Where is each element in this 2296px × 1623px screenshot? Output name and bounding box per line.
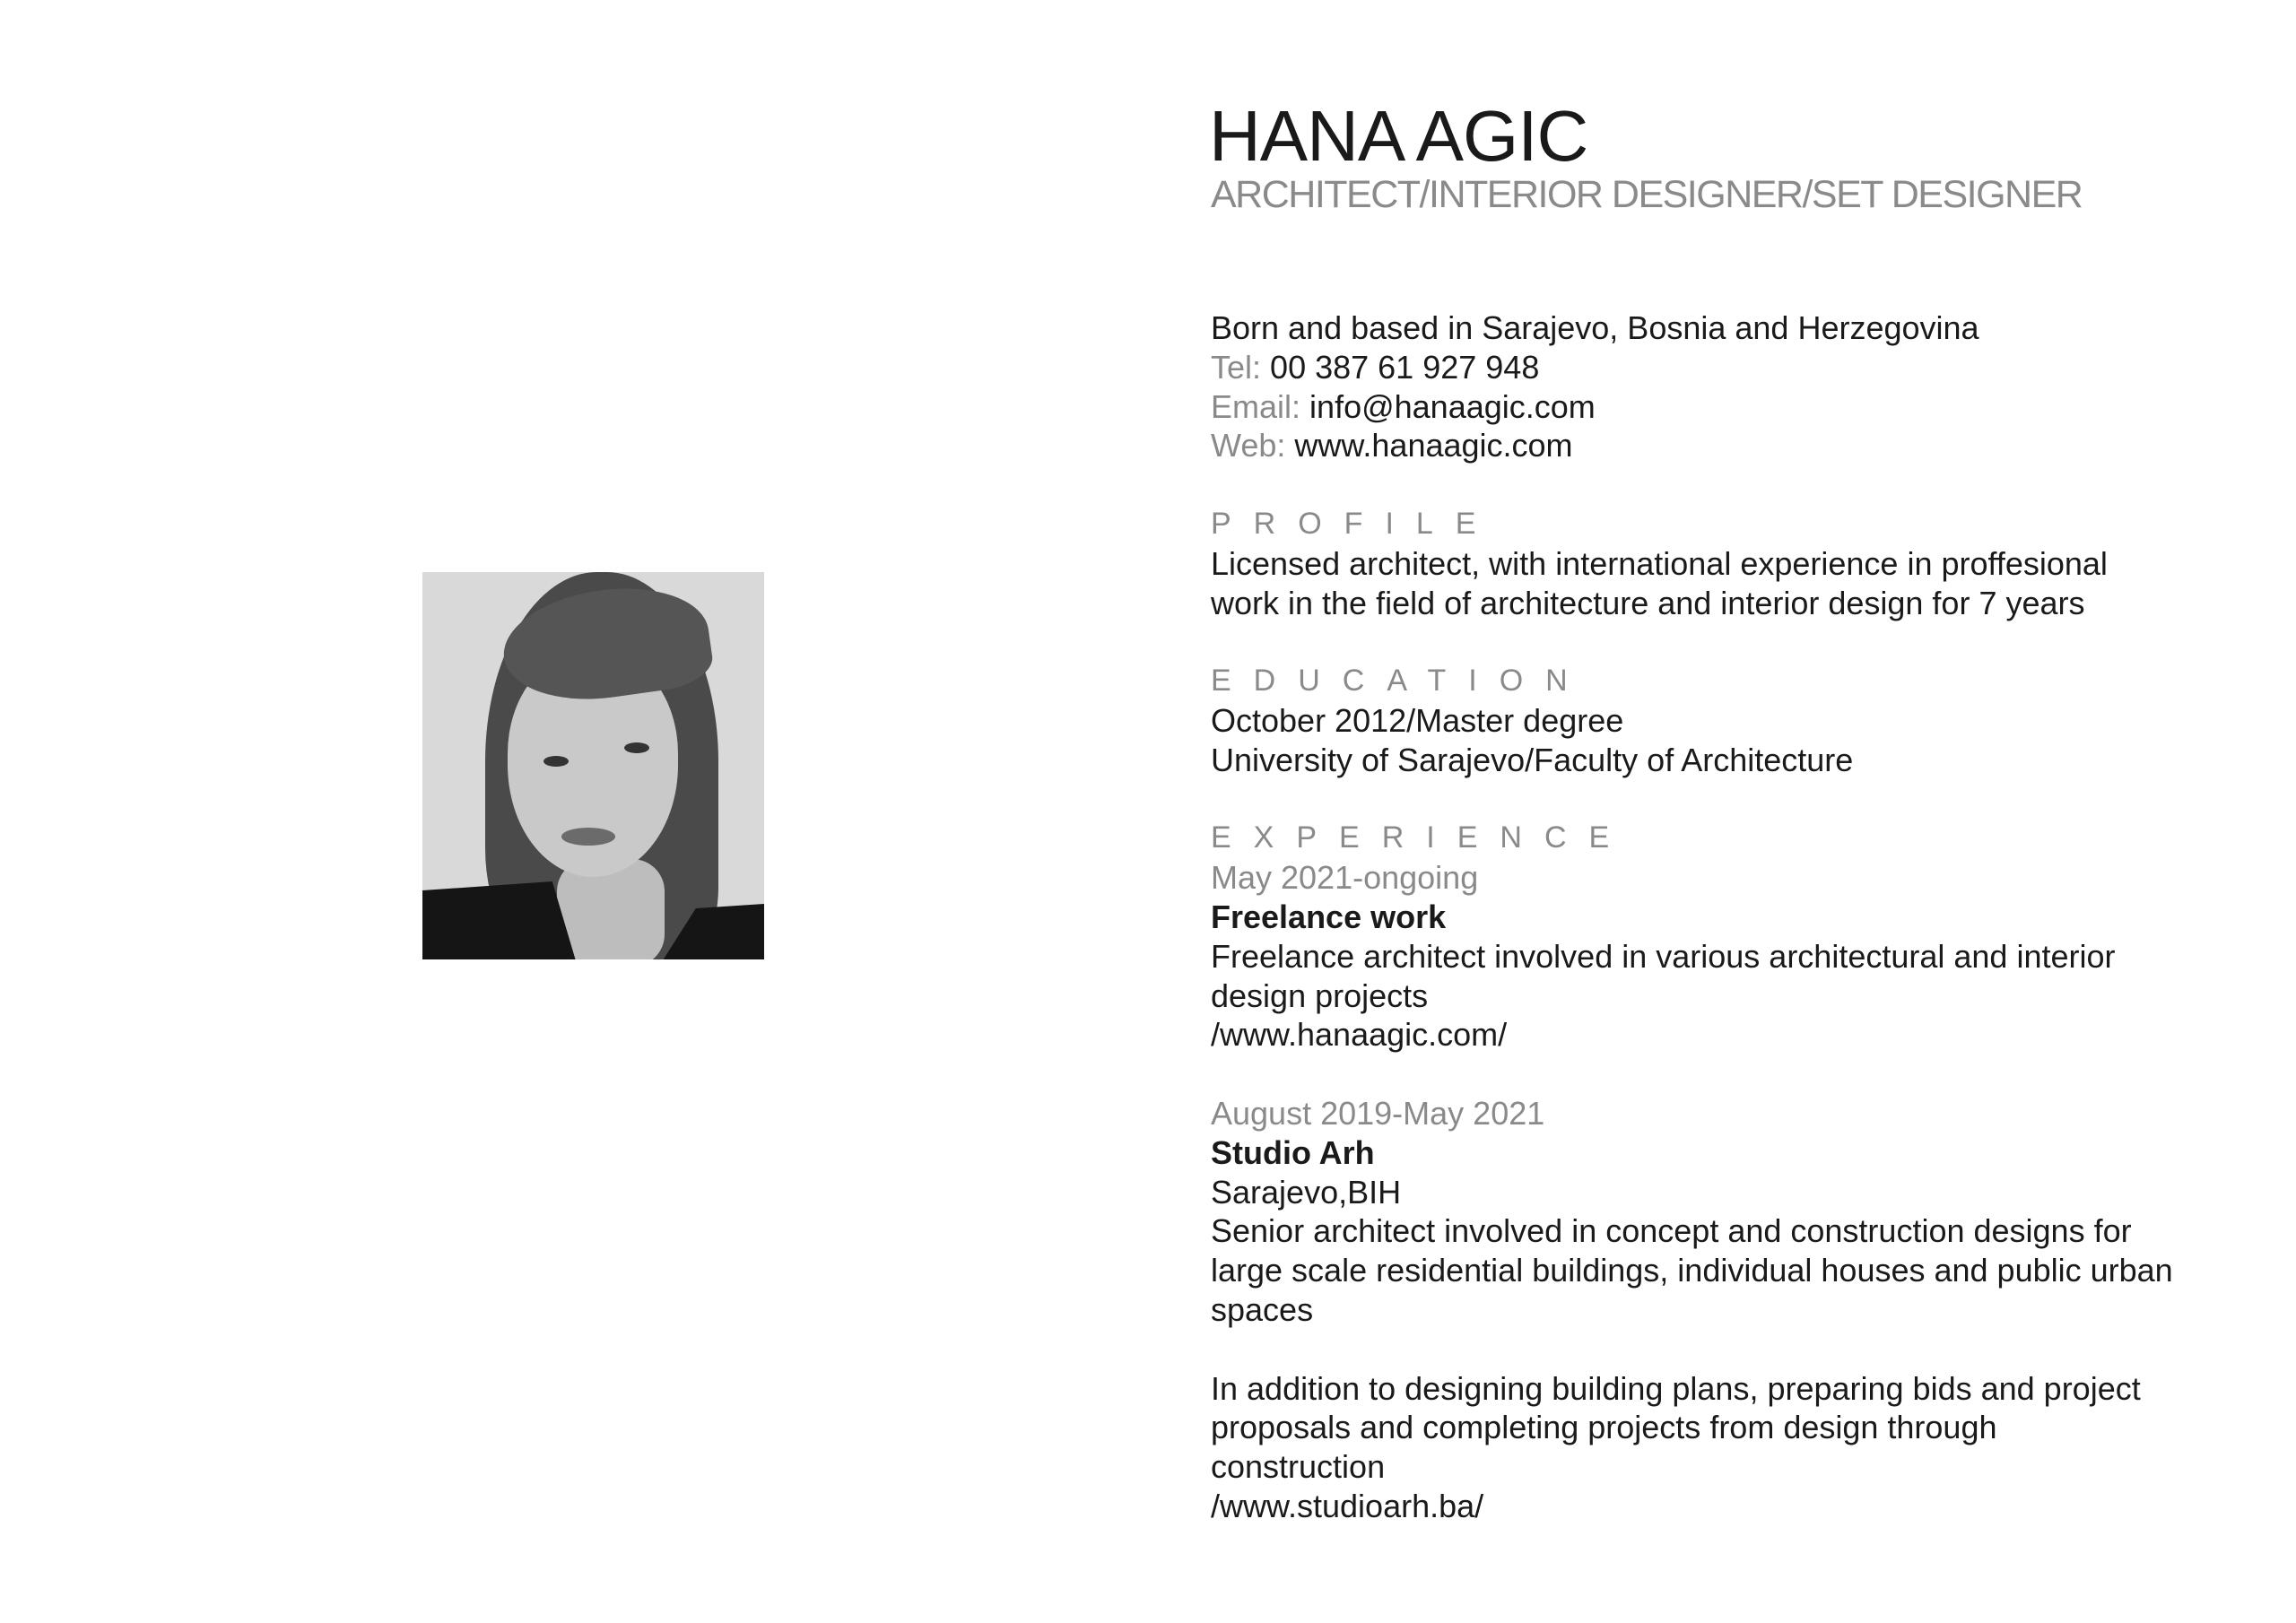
- job-title: Freelance work: [1211, 898, 1447, 935]
- education-school: University of Sarajevo/Faculty of Architecture: [1211, 741, 1854, 778]
- job-description: construction: [1211, 1448, 1386, 1486]
- job-period: August 2019-May 2021: [1211, 1094, 1545, 1132]
- profile-text: Licensed architect, with international experience in proffesional: [1211, 544, 2108, 582]
- web-row: [1211, 426, 2173, 465]
- job-description: large scale residential buildings, individual houses and public urban: [1211, 1252, 2173, 1289]
- job-description: In addition to designing building plans, preparing bids and project: [1211, 1369, 2141, 1407]
- web-label: Web:: [1211, 427, 1286, 464]
- profile-photo: [422, 572, 764, 959]
- job-link[interactable]: /www.studioarh.ba/: [1211, 1487, 1484, 1524]
- job-location: Sarajevo,BIH: [1211, 1173, 1402, 1211]
- profile-heading: PROFILE: [1211, 506, 1499, 541]
- web-link[interactable]: www.hanaagic.com: [1294, 427, 1573, 464]
- job-link[interactable]: /www.hanaagic.com/: [1211, 1016, 1508, 1054]
- email-label: Email:: [1211, 387, 1301, 425]
- education-date: October 2012/Master degree: [1211, 701, 1624, 739]
- job-description: spaces: [1211, 1290, 1314, 1328]
- resume-body: [1211, 308, 2173, 1526]
- experience-heading: EXPERIENCE: [1211, 820, 1632, 855]
- tel-value[interactable]: 00 387 61 927 948: [1270, 348, 1540, 386]
- job-title: Studio Arh: [1211, 1133, 1375, 1171]
- job-description: proposals and completing projects from design through: [1211, 1409, 1997, 1446]
- job-description: design projects: [1211, 976, 1429, 1014]
- job-description: Senior architect involved in concept and construction designs for: [1211, 1212, 2132, 1250]
- photo-eye-left: [544, 756, 569, 767]
- job-description: Freelance architect involved in various architectural and interior: [1211, 937, 2116, 975]
- email-row: [1211, 387, 2173, 427]
- education-heading: EDUCATION: [1211, 664, 1590, 699]
- photo-lips: [561, 828, 615, 846]
- email-link[interactable]: info@hanaagic.com: [1309, 387, 1596, 425]
- intro-line: Born and based in Sarajevo, Bosnia and Herzegovina: [1211, 309, 1979, 346]
- photo-eye-right: [624, 742, 649, 753]
- profile-text: work in the field of architecture and interior design for 7 years: [1211, 584, 2085, 621]
- tel-label: Tel:: [1211, 348, 1262, 386]
- job-period: May 2021-ongoing: [1211, 859, 1479, 897]
- job-titles: ARCHITECT/INTERIOR DESIGNER/SET DESIGNER: [1211, 173, 2083, 216]
- tel-row: [1211, 348, 2173, 387]
- person-name: HANA AGIC: [1209, 96, 1588, 176]
